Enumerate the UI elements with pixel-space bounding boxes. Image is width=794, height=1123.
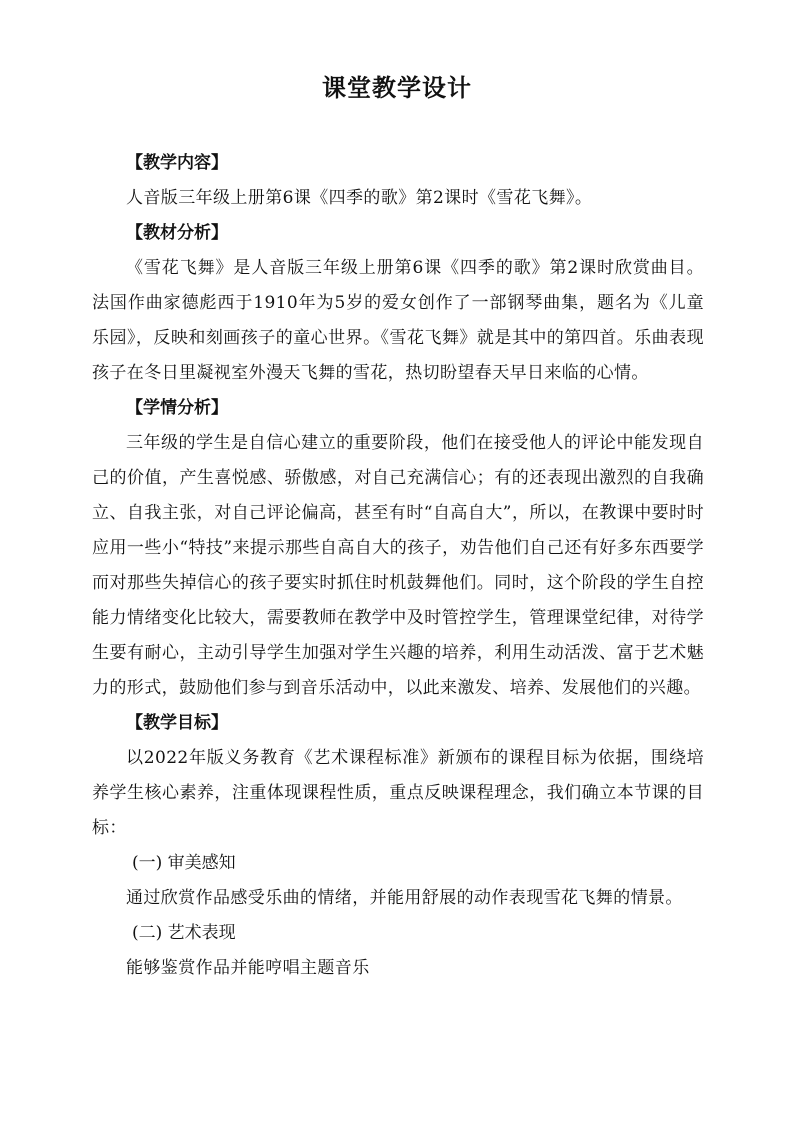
- section-text-content: 人音版三年级上册第6课《四季的歌》第2课时《雪花飞舞》。: [126, 188, 593, 208]
- goal-text-performance: 能够鉴赏作品并能哼唱主题音乐: [126, 958, 370, 978]
- section-text-material: 《雪花飞舞》是人音版三年级上册第6课《四季的歌》第2课时欣赏曲目。法国作曲家德彪西于1910年为5岁的爱女创作了一部钢琴曲集，题名为《儿童乐园》，反映和刻画孩子的童心世界。《雪花飞舞》就是其中的第四首。乐曲表现孩子在冬日里凝视室外漫天飞舞的雪花，热切盼望春天早日来临的心情。: [92, 258, 704, 383]
- section-heading-goals: 【教学目标】: [126, 713, 228, 733]
- goal-label-aesthetic: (一) 审美感知: [132, 853, 236, 873]
- section-text-goals: 以2022年版义务教育《艺术课程标准》新颁布的课程目标为依据，围绕培养学生核心素养，注重体现课程性质，重点反映课程理念，我们确立本节课的目标：: [92, 748, 704, 838]
- section-heading-material: 【教材分析】: [126, 223, 228, 243]
- section-text-students: 三年级的学生是自信心建立的重要阶段，他们在接受他人的评论中能发现自己的价值，产生喜悦感、骄傲感，对自己充满信心；有的还表现出激烈的自我确立、自我主张，对自己评论偏高，甚至有时“自高自大”，所以，在教课中要时时应用一些小“特技”来提示那些自高自大的孩子，劝告他们自己还有好多东西要学而对那些失掉信心的孩子要实时抓住时机鼓舞他们。同时，这个阶段的学生自控能力情绪变化比较大，需要教师在教学中及时管控学生，管理课堂纪律，对待学生要有耐心，主动引导学生加强对学生兴趣的培养，利用生动活泼、富于艺术魅力的形式，鼓励他们参与到音乐活动中，以此来激发、培养、发展他们的兴趣。: [92, 433, 704, 698]
- goal-text-aesthetic: 通过欣赏作品感受乐曲的情绪，并能用舒展的动作表现雪花飞舞的情景。: [126, 888, 683, 908]
- section-heading-students: 【学情分析】: [126, 398, 228, 418]
- page-title: 课堂教学设计: [322, 74, 472, 102]
- section-heading-content: 【教学内容】: [126, 153, 228, 173]
- document-body: [92, 146, 704, 986]
- goal-label-performance: (二) 艺术表现: [132, 923, 236, 943]
